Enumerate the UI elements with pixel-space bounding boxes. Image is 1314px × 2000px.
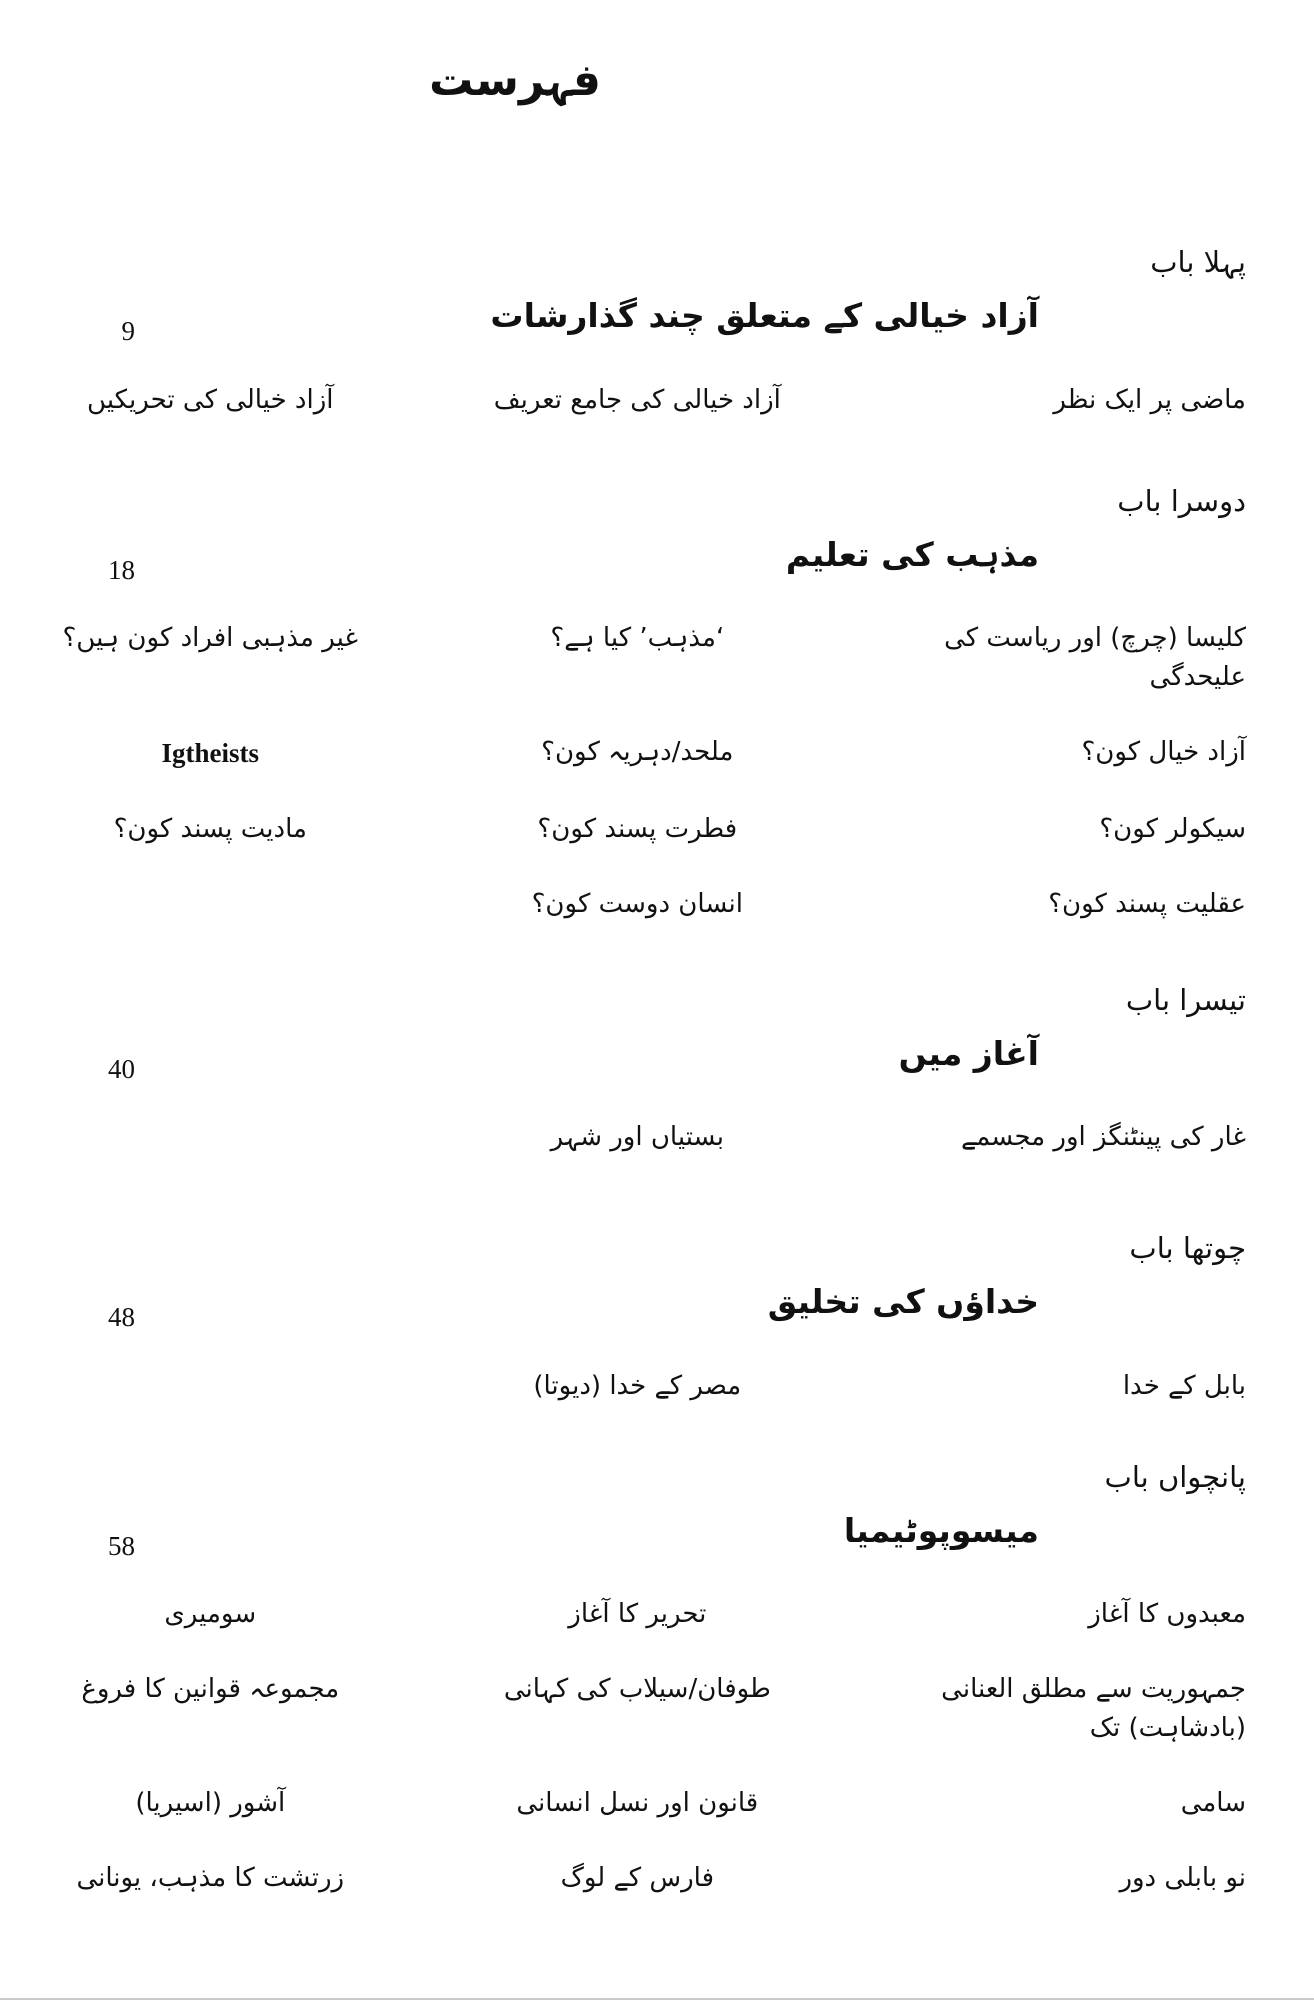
chapter-page-number: 48 xyxy=(108,1302,135,1333)
chapter-section-2 xyxy=(0,480,1314,924)
toc-entry: آزاد خیالی کی تحریکیں xyxy=(87,384,334,415)
page-title: فہرست xyxy=(429,55,601,106)
toc-entry: جمہوریت سے مطلق العنانی (بادشاہت) تک xyxy=(941,1674,1246,1744)
toc-row xyxy=(0,619,1314,697)
toc-entry: زرتشت کا مذہب، یونانی xyxy=(76,1863,345,1894)
chapter-section-4 xyxy=(0,1227,1314,1406)
chapter-title: میسوپوٹیمیا xyxy=(843,1510,1039,1550)
chapter-entries xyxy=(0,381,1314,420)
toc-entry: سیکولر کون؟ xyxy=(1099,813,1246,844)
chapter-page-number: 18 xyxy=(108,554,135,585)
toc-entry: عقلیت پسند کون؟ xyxy=(1048,888,1246,919)
toc-entry xyxy=(0,1367,420,1406)
chapter-label: چوتھا باب xyxy=(1129,1231,1246,1266)
chapter-label: پانچواں باب xyxy=(1104,1459,1246,1494)
chapter-page-number: 58 xyxy=(108,1530,135,1561)
toc-entry: سامی xyxy=(1180,1788,1246,1819)
toc-entry: ‘مذہب’ کیا ہے؟ xyxy=(550,623,725,654)
chapter-entries xyxy=(0,1367,1314,1406)
chapter-label: پہلا باب xyxy=(1150,245,1246,279)
toc-entry xyxy=(0,885,420,924)
toc-row xyxy=(0,885,1314,924)
chapter-page-number: 40 xyxy=(108,1053,135,1084)
toc-entry: تحریر کا آغاز xyxy=(568,1599,707,1630)
toc-row xyxy=(0,1367,1314,1406)
chapter-title: مذہب کی تعلیم xyxy=(785,534,1039,574)
toc-entry: بستیاں اور شہر xyxy=(550,1122,724,1153)
chapter-title: خداؤں کی تخلیق xyxy=(767,1282,1039,1322)
chapter-title: آغاز میں xyxy=(898,1033,1039,1073)
chapter-heading-row xyxy=(0,1029,1314,1084)
toc-row xyxy=(0,1118,1314,1157)
toc-entry: ملحد/دہریہ کون؟ xyxy=(541,737,734,768)
chapter-section-3 xyxy=(0,979,1314,1158)
toc-entry: سومیری xyxy=(164,1599,257,1630)
toc-row xyxy=(0,733,1314,774)
toc-entry-latin: Igtheists xyxy=(161,738,260,769)
chapter-entries xyxy=(0,1595,1314,1898)
chapter-title: آزاد خیالی کے متعلق چند گذارشات xyxy=(490,296,1039,336)
toc-entry: طوفان/سیلاب کی کہانی xyxy=(503,1674,771,1705)
toc-entry: بابل کے خدا xyxy=(1122,1370,1246,1401)
toc-entry: نو بابلی دور xyxy=(1119,1863,1246,1894)
toc-row xyxy=(0,381,1314,420)
toc-row xyxy=(0,1784,1314,1823)
toc-entry: مادیت پسند کون؟ xyxy=(113,813,307,844)
chapter-label: تیسرا باب xyxy=(1125,982,1246,1017)
chapter-entries xyxy=(0,1118,1314,1157)
toc-entry: آزاد خیال کون؟ xyxy=(1081,737,1246,768)
chapter-section-5 xyxy=(0,1456,1314,1899)
toc-entry: آزاد خیالی کی جامع تعریف xyxy=(493,384,781,415)
toc-entry: غار کی پینٹنگز اور مجسمے xyxy=(960,1122,1246,1153)
toc-entry: فطرت پسند کون؟ xyxy=(537,813,738,844)
toc-entry: مصر کے خدا (دیوتا) xyxy=(533,1370,742,1401)
chapter-heading-row xyxy=(0,291,1314,347)
toc-entry: قانون اور نسل انسانی xyxy=(516,1788,759,1819)
toc-entry: ماضی پر ایک نظر xyxy=(1053,384,1246,415)
toc-entry: معبدوں کا آغاز xyxy=(1088,1599,1246,1630)
toc-entry: آشور (اسیریا) xyxy=(135,1788,286,1819)
chapter-heading-row xyxy=(0,530,1314,585)
chapter-section-1 xyxy=(0,241,1314,420)
toc-entry: فارس کے لوگ xyxy=(560,1863,715,1894)
toc-row xyxy=(0,810,1314,849)
toc-row xyxy=(0,1859,1314,1898)
chapter-heading-row xyxy=(0,1506,1314,1561)
chapter-label: دوسرا باب xyxy=(1117,483,1246,518)
toc-row xyxy=(0,1595,1314,1634)
chapter-entries xyxy=(0,619,1314,924)
chapter-heading-row xyxy=(0,1277,1314,1333)
toc-entry xyxy=(0,1118,420,1157)
toc-entry: انسان دوست کون؟ xyxy=(531,888,743,919)
toc-entry: مجموعہ قوانین کا فروغ xyxy=(81,1674,340,1705)
toc-entry: کلیسا (چرچ) اور ریاست کی علیحدگی xyxy=(944,623,1246,693)
chapter-page-number: 9 xyxy=(121,316,135,347)
toc-row xyxy=(0,1670,1314,1748)
toc-entry: غیر مذہبی افراد کون ہیں؟ xyxy=(62,623,359,654)
